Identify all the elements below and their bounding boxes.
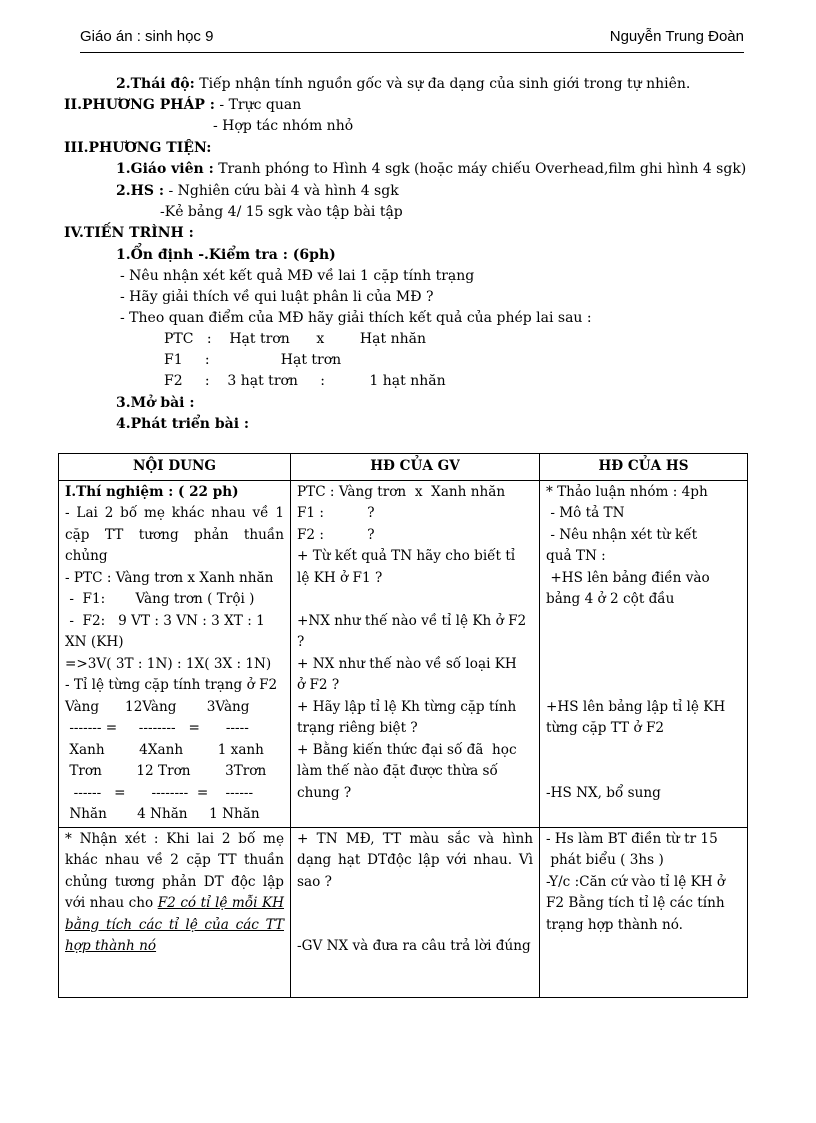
cell-line: ở F2 ?: [297, 677, 340, 693]
cell-line: + Bằng kiến thức đại số đã học: [297, 741, 517, 758]
cell-text: - PTC : Vàng trơn x Xanh nhăn: [65, 569, 274, 586]
cell-gv-1: [291, 480, 540, 827]
cell-lines: [297, 482, 533, 805]
cell-line: [297, 589, 533, 611]
cell-text: + TN MĐ, TT màu sắc và hình dạng hạt DTđộc lập với nhau. Vì sao ?: [297, 830, 533, 890]
cell-line: [546, 654, 741, 676]
lesson-table: [58, 453, 748, 998]
cell-line: ------- = -------- = -----: [65, 720, 249, 736]
cell-line: lệ KH ở F1 ?: [297, 569, 383, 586]
cell-line: [546, 761, 741, 783]
table-header-row: [59, 454, 748, 481]
cell-line: - Hs làm BT điền từ tr 15: [546, 830, 718, 847]
cell-content-2: * Nhận xét : Khi lai 2 bố mẹ khác nhau về 2 cặp TT thuần chủng tương phản DT độc lập với nhau cho F2 có tỉ lệ mỗi KH bằng tích các tỉ lệ của các TT hợp thành nó: [59, 827, 291, 997]
phuongphap-line-2: - Hợp tác nhóm nhỏ: [213, 118, 354, 134]
cell-line: + NX như thế nào về số loại KH: [297, 655, 517, 672]
cell-text: - Lai 2 bố mẹ khác nhau về 1 cặp TT tương phản thuần chủng: [65, 505, 284, 564]
cell-line: từng cặp TT ở F2: [546, 720, 665, 736]
cell-line: chung ?: [297, 784, 352, 801]
cell-gv-2: [291, 827, 540, 997]
cell-line: trạng hợp thành nó.: [546, 916, 683, 933]
header-left: Giáo án : sinh học 9: [80, 28, 214, 45]
cell-line: +NX như thế nào về tỉ lệ Kh ở F2: [297, 612, 527, 629]
ondinh-heading: 1.Ổn định -.Kiểm tra : (6ph): [116, 247, 336, 263]
cell-line: làm thế nào đặt được thừa số: [297, 763, 498, 779]
cell-line: [546, 740, 741, 762]
cell-line: + Hãy lập tỉ lệ Kh từng cặp tính: [297, 698, 517, 715]
cell-line: [546, 611, 741, 633]
question-1: - Nêu nhận xét kết quả MĐ về lai 1 cặp tính trạng: [120, 268, 475, 284]
cell-lines: [65, 589, 284, 826]
col-header-noidung: NỘI DUNG: [59, 454, 291, 481]
cell-line: Trơn 12 Trơn 3Trơn: [65, 763, 267, 779]
table-row: [59, 480, 748, 827]
cell-lines: [546, 482, 741, 805]
cell-line: phát biểu ( 3hs ): [546, 852, 664, 868]
phattrien-heading: 4.Phát triển bài :: [116, 416, 250, 432]
cell-line: quả TN :: [546, 548, 606, 564]
cell-line: Xanh 4Xanh 1 xanh: [65, 741, 264, 758]
cell-line: - Tỉ lệ từng cặp tính trạng ở F2: [65, 677, 278, 693]
cell-line: Vàng 12Vàng 3Vàng: [65, 698, 250, 715]
hocsinh-line: 2.HS : - Nghiên cứu bài 4 và hình 4 sgk: [116, 183, 399, 199]
cell-line: F2 Bằng tích tỉ lệ các tính: [546, 895, 725, 911]
cell-line: +HS lên bảng lập tỉ lệ KH: [546, 698, 726, 715]
cell-line: F2 : ?: [297, 526, 375, 543]
cell-lines: [546, 829, 741, 937]
question-3: - Theo quan điểm của MĐ hãy giải thích kết quả của phép lai sau :: [120, 310, 592, 326]
cell-line: - F1: Vàng trơn ( Trội ): [65, 591, 255, 607]
cell-line: * Thảo luận nhóm : 4ph: [546, 483, 708, 500]
cell-text: -GV NX và đưa ra câu trả lời đúng: [297, 938, 531, 954]
phuongtien-heading: III.PHƯƠNG TIỆN:: [64, 140, 212, 156]
cross-f1: F1 : Hạt trơn: [164, 352, 342, 368]
cell-line: XN (KH): [65, 634, 124, 650]
cell-content-1: [59, 480, 291, 827]
section-title: I.Thí nghiệm : ( 22 ph): [65, 483, 239, 500]
cell-line: [546, 675, 741, 697]
cell-line: =>3V( 3T : 1N) : 1X( 3X : 1N): [65, 655, 272, 672]
cell-line: Nhăn 4 Nhăn 1 Nhăn: [65, 806, 260, 822]
underlined-conclusion: F2 có tỉ lệ mỗi KH bằng tích các tỉ lệ của các TT hợp thành nó: [65, 895, 284, 954]
mobai-heading: 3.Mở bài :: [116, 395, 195, 411]
cell-line: +HS lên bảng điền vào: [546, 569, 710, 586]
cell-line: - F2: 9 VT : 3 VN : 3 XT : 1: [65, 612, 265, 629]
page-header: [80, 28, 744, 53]
col-header-hd-hs: HĐ CỦA HS: [540, 454, 748, 481]
cell-line: trạng riêng biệt ?: [297, 720, 418, 736]
thaido-line: 2.Thái độ: Tiếp nhận tính nguồn gốc và sự đa dạng của sinh giới trong tự nhiên.: [116, 76, 691, 92]
cell-line: bảng 4 ở 2 cột đầu: [546, 591, 675, 607]
cell-line: -Y/c :Căn cứ vào tỉ lệ KH ở: [546, 873, 726, 890]
cell-line: PTC : Vàng trơn x Xanh nhăn: [297, 483, 506, 500]
cell-line: - Mô tả TN: [546, 505, 625, 521]
cell-line: ?: [297, 634, 305, 650]
tientrinh-heading: IV.TIẾN TRÌNH :: [64, 225, 194, 241]
header-right: Nguyễn Trung Đoàn: [609, 28, 744, 45]
cell-line: -HS NX, bổ sung: [546, 784, 661, 801]
table-row: [59, 827, 748, 997]
cell-line: - Nêu nhận xét từ kết: [546, 526, 698, 543]
phuongphap-line: II.PHƯƠNG PHÁP : - Trực quan: [64, 97, 302, 113]
cross-f2: F2 : 3 hạt trơn : 1 hạt nhăn: [164, 373, 446, 389]
cell-line: [546, 632, 741, 654]
col-header-hd-gv: HĐ CỦA GV: [291, 454, 540, 481]
hocsinh-line-2: -Kẻ bảng 4/ 15 sgk vào tập bài tập: [160, 204, 403, 220]
cell-hs-2: [540, 827, 748, 997]
cross-ptc: PTC : Hạt trơn x Hạt nhăn: [164, 331, 426, 347]
giaovien-line: 1.Giáo viên : Tranh phóng to Hình 4 sgk (hoặc máy chiếu Overhead,film ghi hình 4 sgk): [116, 161, 747, 177]
cell-line: ------ = -------- = ------: [65, 784, 254, 801]
question-2: - Hãy giải thích về qui luật phân li của MĐ ?: [120, 289, 434, 305]
cell-line: F1 : ?: [297, 505, 375, 521]
cell-hs-1: [540, 480, 748, 827]
cell-line: + Từ kết quả TN hãy cho biết tỉ: [297, 548, 516, 564]
